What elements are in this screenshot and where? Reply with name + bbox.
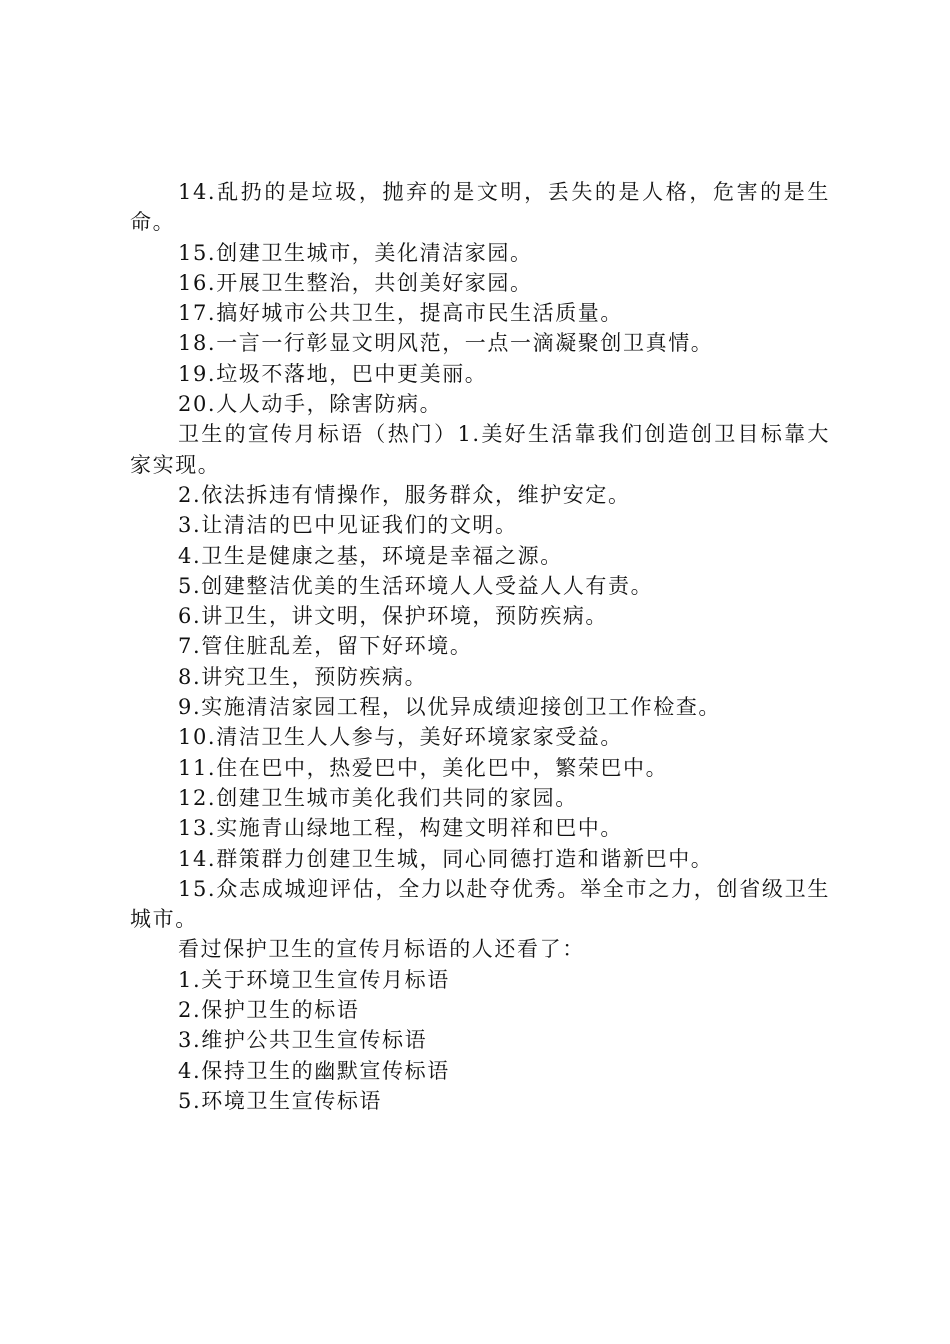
paragraph-hot-slogan-7: 7.管住脏乱差，留下好环境。 xyxy=(178,634,473,659)
document-body xyxy=(130,177,830,1116)
related-heading: 看过保护卫生的宣传月标语的人还看了： xyxy=(178,937,585,962)
paragraph-slogan-20: 20.人人动手，除害防病。 xyxy=(178,392,443,417)
paragraph-hot-slogan-6: 6.讲卫生，讲文明，保护环境，预防疾病。 xyxy=(178,604,609,629)
paragraph-hot-slogan-9: 9.实施清洁家园工程，以优异成绩迎接创卫工作检查。 xyxy=(178,695,722,720)
paragraph-hot-slogan-2: 2.依法拆违有情操作，服务群众，维护安定。 xyxy=(178,482,631,507)
paragraph-slogan-19: 19.垃圾不落地，巴中更美丽。 xyxy=(178,361,488,386)
related-item-4: 4.保持卫生的幽默宣传标语 xyxy=(178,1058,450,1083)
paragraph-slogan-18: 18.一言一行彰显文明风范，一点一滴凝聚创卫真情。 xyxy=(178,331,714,356)
related-item-5: 5.环境卫生宣传标语 xyxy=(178,1088,383,1113)
paragraph-hot-slogan-3: 3.让清洁的巴中见证我们的文明。 xyxy=(178,513,518,538)
paragraph-hot-slogan-13: 13.实施青山绿地工程，构建文明祥和巴中。 xyxy=(178,816,623,841)
paragraph-hot-slogan-14: 14.群策群力创建卫生城，同心同德打造和谐新巴中。 xyxy=(178,846,714,871)
paragraph-hot-slogan-5: 5.创建整洁优美的生活环境人人受益人人有责。 xyxy=(178,573,654,598)
paragraph-hot-slogan-12: 12.创建卫生城市美化我们共同的家园。 xyxy=(178,785,578,810)
paragraph-hot-slogan-4: 4.卫生是健康之基，环境是幸福之源。 xyxy=(178,543,563,568)
paragraph-hot-slogan-15: 15.众志成城迎评估，全力以赴夺优秀。举全市之力，创省级卫生城市。 xyxy=(130,876,830,932)
paragraph-slogan-15: 15.创建卫生城市，美化清洁家园。 xyxy=(178,240,533,265)
related-item-3: 3.维护公共卫生宣传标语 xyxy=(178,1028,428,1053)
paragraph-hot-slogan-11: 11.住在巴中，热爱巴中，美化巴中，繁荣巴中。 xyxy=(178,755,669,780)
related-item-1: 1.关于环境卫生宣传月标语 xyxy=(178,967,450,992)
paragraph-hot-slogan-8: 8.讲究卫生，预防疾病。 xyxy=(178,664,428,689)
related-item-2: 2.保护卫生的标语 xyxy=(178,998,360,1023)
section-heading-hot-slogans: 卫生的宣传月标语（热门）1.美好生活靠我们创造创卫目标靠大家实现。 xyxy=(130,422,830,477)
paragraph-slogan-14: 14.乱扔的是垃圾，抛弃的是文明，丢失的是人格，危害的是生命。 xyxy=(130,180,830,235)
paragraph-slogan-16: 16.开展卫生整治，共创美好家园。 xyxy=(178,270,533,295)
paragraph-hot-slogan-10: 10.清洁卫生人人参与，美好环境家家受益。 xyxy=(178,725,623,750)
paragraph-slogan-17: 17.搞好城市公共卫生，提高市民生活质量。 xyxy=(178,301,623,326)
